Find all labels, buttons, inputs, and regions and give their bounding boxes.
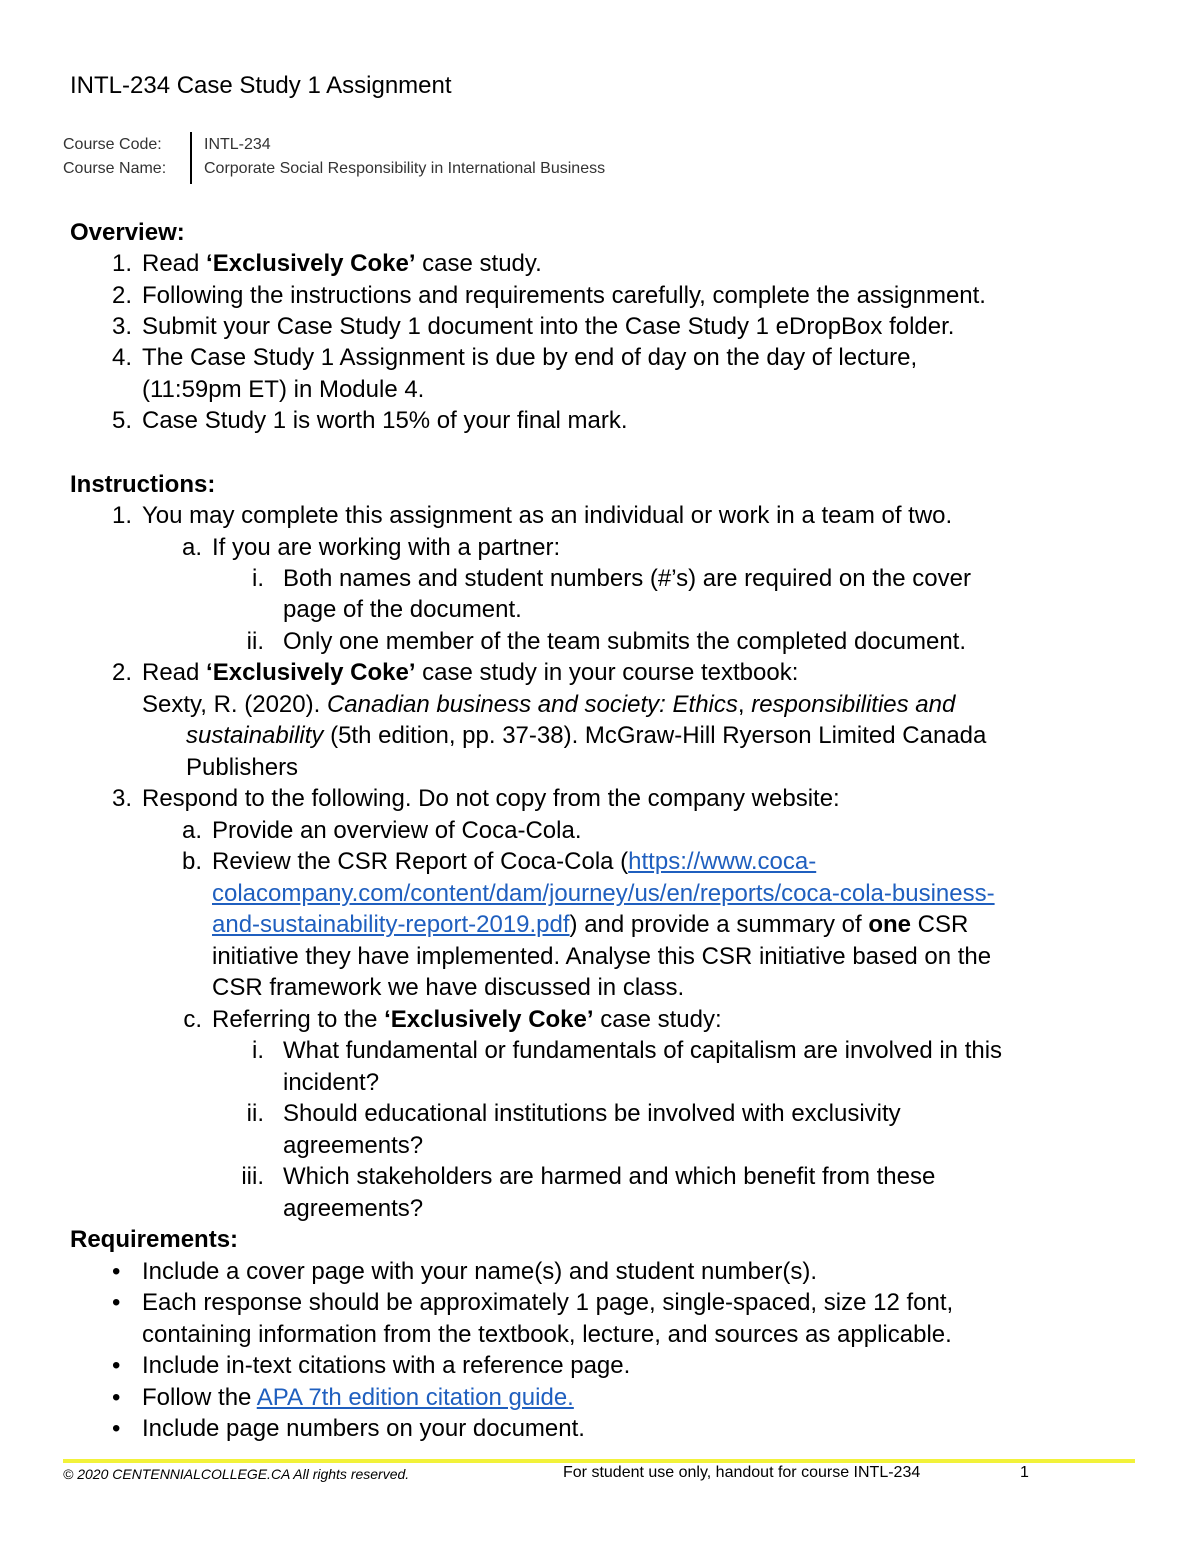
requirements-heading: Requirements: [70, 1226, 239, 1253]
requirement-3: Include in-text citations with a reference page. [142, 1352, 631, 1379]
instruction-3a: Provide an overview of Coca-Cola. [212, 817, 582, 844]
instruction-1a-i: Both names and student numbers (#’s) are required on the cover [283, 565, 971, 592]
requirement-4: Follow the APA 7th edition citation guide. [142, 1384, 574, 1411]
list-marker: 5. [111, 407, 132, 434]
list-marker: i. [252, 565, 264, 592]
list-marker: a. [181, 817, 202, 844]
page-number: 1 [1020, 1464, 1029, 1481]
instruction-3b-line-5: CSR framework we have discussed in class. [212, 974, 685, 1001]
apa-guide-link[interactable]: APA 7th edition citation guide. [256, 1384, 574, 1411]
instruction-3c-i-cont: incident? [283, 1069, 380, 1096]
course-code-label: Course Code: [63, 136, 162, 153]
instructions-heading: Instructions: [70, 471, 216, 498]
instruction-3b-line-2 [212, 878, 995, 910]
list-marker: a. [181, 534, 202, 561]
instruction-2: Read ‘Exclusively Coke’ case study in your course textbook: [142, 659, 799, 686]
csr-report-link-end[interactable]: and-sustainability-report-2019.pdf [212, 911, 570, 938]
citation-line-3: Publishers [186, 754, 299, 781]
instruction-3c-ii-cont: agreements? [283, 1132, 424, 1159]
course-code-value: INTL-234 [204, 136, 271, 153]
overview-item-4: The Case Study 1 Assignment is due by end of day on the day of lecture, [142, 344, 918, 371]
list-marker: 3. [111, 313, 132, 340]
instruction-1: You may complete this assignment as an individual or work in a team of two. [142, 502, 953, 529]
list-marker: ii. [246, 1100, 264, 1127]
list-marker: 2. [111, 282, 132, 309]
meta-divider [190, 132, 192, 184]
instruction-3c: Referring to the ‘Exclusively Coke’ case study: [212, 1006, 722, 1033]
list-marker: b. [181, 848, 202, 875]
bullet: • [112, 1258, 121, 1285]
course-name-value: Corporate Social Responsibility in International Business [204, 160, 606, 177]
instruction-1a: If you are working with a partner: [212, 534, 561, 561]
requirement-5: Include page numbers on your document. [142, 1415, 585, 1442]
list-marker: 1. [111, 250, 132, 277]
footer-copyright: © 2020 CENTENNIALCOLLEGE.CA All rights reserved. [63, 1466, 410, 1482]
bullet: • [112, 1352, 121, 1379]
list-marker: c. [183, 1006, 202, 1033]
overview-item-5: Case Study 1 is worth 15% of your final mark. [142, 407, 628, 434]
bullet: • [112, 1415, 121, 1442]
course-name-label: Course Name: [63, 160, 167, 177]
list-marker: ii. [246, 628, 264, 655]
instruction-3b-line-1: Review the CSR Report of Coca-Cola (https://www.coca- [212, 848, 817, 875]
overview-item-2: Following the instructions and requirements carefully, complete the assignment. [142, 282, 986, 309]
footer-note: For student use only, handout for course INTL-234 [563, 1464, 921, 1481]
list-marker: i. [252, 1037, 264, 1064]
citation-line-2: sustainability (5th edition, pp. 37-38). McGraw-Hill Ryerson Limited Canada [186, 722, 987, 749]
csr-report-link[interactable]: https://www.coca- [628, 848, 817, 875]
overview-item-3: Submit your Case Study 1 document into the Case Study 1 eDropBox folder. [142, 313, 955, 340]
list-marker: 4. [111, 344, 132, 371]
instruction-3c-ii: Should educational institutions be involved with exclusivity [283, 1100, 901, 1127]
requirement-2: Each response should be approximately 1 page, single-spaced, size 12 font, [142, 1289, 954, 1316]
instruction-3c-i: What fundamental or fundamentals of capitalism are involved in this [283, 1037, 1003, 1064]
list-marker: 3. [111, 785, 132, 812]
requirement-1: Include a cover page with your name(s) and student number(s). [142, 1258, 818, 1285]
instruction-3c-iii: Which stakeholders are harmed and which benefit from these [283, 1163, 936, 1190]
list-marker: 1. [111, 502, 132, 529]
overview-item-1: Read ‘Exclusively Coke’ case study. [142, 250, 542, 277]
instruction-3b-line-4: initiative they have implemented. Analyse this CSR initiative based on the [212, 943, 992, 970]
list-marker: iii. [241, 1163, 264, 1190]
requirement-2-cont: containing information from the textbook, lecture, and sources as applicable. [142, 1321, 952, 1348]
instruction-3b-line-3: and-sustainability-report-2019.pdf) and provide a summary of one CSR [212, 911, 969, 938]
instruction-1a-ii: Only one member of the team submits the completed document. [283, 628, 967, 655]
footer-rule [63, 1459, 1135, 1463]
citation-line-1: Sexty, R. (2020). Canadian business and society: Ethics, responsibilities and [142, 691, 956, 718]
overview-item-4-cont: (11:59pm ET) in Module 4. [142, 376, 425, 403]
bullet: • [112, 1384, 121, 1411]
instruction-3: Respond to the following. Do not copy from the company website: [142, 785, 840, 812]
instruction-3c-iii-cont: agreements? [283, 1195, 424, 1222]
instruction-1a-i-cont: page of the document. [283, 596, 522, 623]
document-title: INTL-234 Case Study 1 Assignment [70, 72, 452, 99]
overview-heading: Overview: [70, 219, 185, 246]
bullet: • [112, 1289, 121, 1316]
csr-report-link-cont[interactable]: colacompany.com/content/dam/journey/us/en/reports/coca-cola-business- [212, 880, 995, 907]
list-marker: 2. [111, 659, 132, 686]
